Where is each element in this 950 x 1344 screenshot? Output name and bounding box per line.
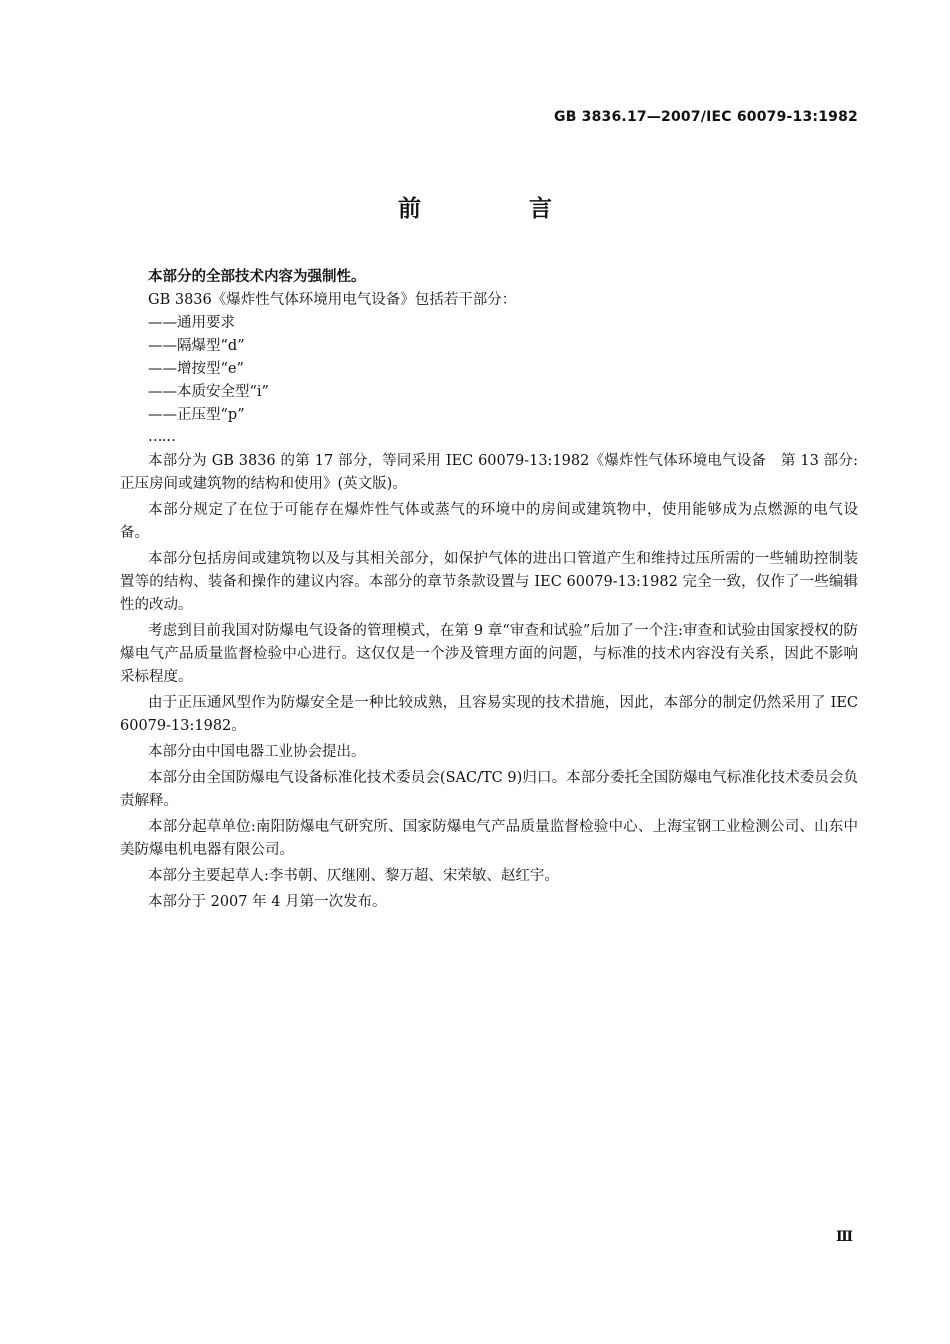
mandatory-statement: 本部分的全部技术内容为强制性。 — [148, 269, 366, 285]
paragraph-inspection-note: 考虑到目前我国对防爆电气设备的管理模式，在第 9 章“审查和试验”后加了一个注:审查和试验由国家授权的防爆电气产品质量监督检验中心进行。这仅仅是一个涉及管理方面的问题，与标准的技术内容没有关系，因此不影响采标程度。 — [120, 623, 858, 685]
series-intro: GB 3836《爆炸性气体环境用电气设备》包括若干部分： — [148, 292, 517, 308]
part-item: ——正压型“p” — [148, 407, 245, 423]
page-title: 前 言 — [397, 196, 602, 222]
paragraph-committee: 本部分由全国防爆电气设备标准化技术委员会(SAC/TC 9)归口。本部分委托全国防爆电气标准化技术委员会负责解释。 — [120, 770, 858, 809]
standard-code: GB 3836.17—2007/IEC 60079-13:1982 — [554, 109, 858, 125]
paragraph-release: 本部分于 2007 年 4 月第一次发布。 — [148, 894, 387, 910]
paragraph-drafters: 本部分主要起草人:李书朝、仄继刚、黎万超、宋荣敏、赵红宇。 — [148, 868, 559, 884]
part-item: ——本质安全型“i” — [148, 384, 269, 400]
part-item: ——隔爆型“d” — [148, 338, 245, 354]
list-ellipsis: …… — [148, 429, 175, 445]
page-number: Ⅲ — [836, 1229, 854, 1245]
part-item: ——通用要求 — [148, 315, 235, 331]
part-item: ——增按型“e” — [148, 361, 244, 377]
paragraph-specification: 本部分规定了在位于可能存在爆炸性气体或蒸气的环境中的房间或建筑物中，使用能够成为点燃源的电气设备。 — [120, 502, 858, 541]
paragraph-adoption: 由于正压通风型作为防爆安全是一种比较成熟，且容易实现的技术措施，因此，本部分的制定仍然采用了 IEC 60079-13:1982。 — [120, 695, 858, 734]
paragraph-drafting-units: 本部分起草单位:南阳防爆电气研究所、国家防爆电气产品质量监督检验中心、上海宝钢工业检测公司、山东中美防爆电机电器有限公司。 — [120, 819, 858, 858]
foreword-body — [120, 266, 858, 917]
paragraph-scope: 本部分为 GB 3836 的第 17 部分，等同采用 IEC 60079-13:1982《爆炸性气体环境电气设备 第 13 部分:正压房间或建筑物的结构和使用》(英文版)。 — [120, 453, 858, 492]
paragraph-proposer: 本部分由中国电器工业协会提出。 — [148, 744, 366, 760]
paragraph-content: 本部分包括房间或建筑物以及与其相关部分，如保护气体的进出口管道产生和维持过压所需的一些辅助控制装置等的结构、装备和操作的建议内容。本部分的章节条款设置与 IEC 60079-13:1982 完全一致，仅作了一些编辑性的改动。 — [120, 551, 858, 613]
